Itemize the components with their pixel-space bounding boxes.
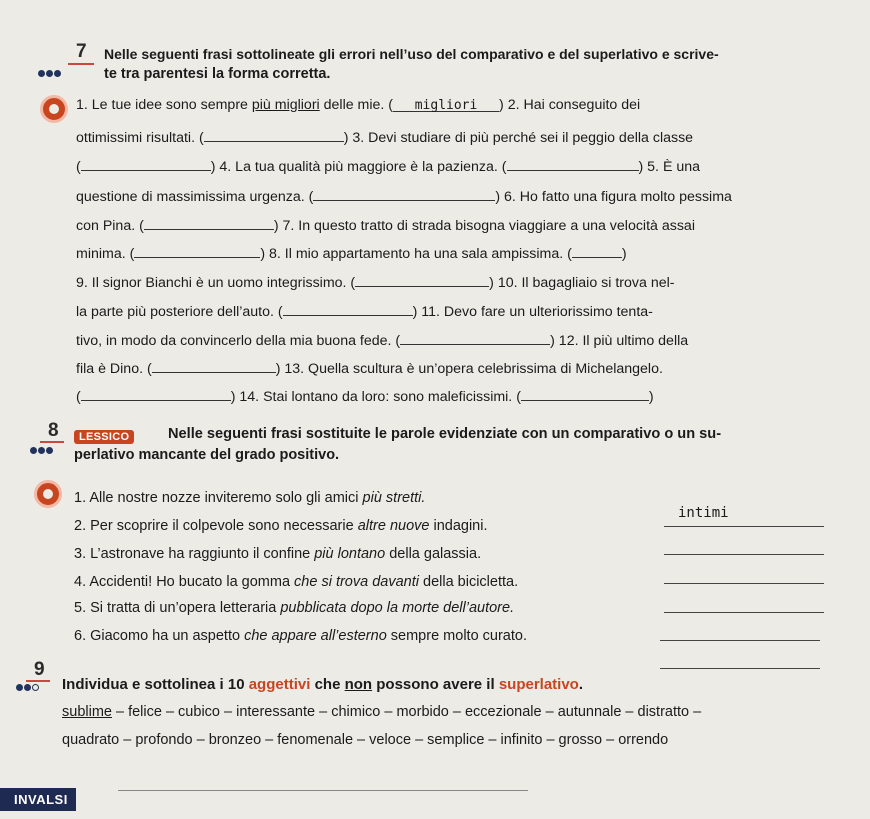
exercise-7-title-line1: Nelle seguenti frasi sottolineate gli errori nell’uso del comparativo e del superlativo e scrive- (104, 46, 719, 62)
exercise-number-underline (26, 680, 50, 682)
answer-blank-5[interactable] (313, 186, 495, 201)
difficulty-dots-icon (38, 70, 61, 77)
ex8-item-5: 5. Si tratta di un’opera letteraria pubblicata dopo la morte dell’autore. (74, 600, 515, 616)
ex8-answer-1[interactable]: intimi (678, 505, 729, 521)
lessico-badge: LESSICO (74, 427, 134, 445)
ex7-line-5: con Pina. ( ) 7. In questo tratto di strada bisogna viaggiare a una velocità assai (76, 215, 695, 234)
ex8-item-4: 4. Accidenti! Ho bucato la gomma che si trova davanti della bicicletta. (74, 574, 519, 590)
answer-blank-8[interactable] (572, 243, 622, 258)
exercise-7-title-line2: te tra parentesi la forma corretta. (104, 66, 331, 82)
answer-blank-2[interactable] (204, 127, 344, 142)
answer-blank-4[interactable] (507, 156, 639, 171)
answer-line-6[interactable] (660, 668, 820, 669)
exercise-8-title-line1: Nelle seguenti frasi sostituite le parole evidenziate con un comparativo o un su- (168, 426, 722, 442)
exercise-8-title-line2: perlativo mancante del grado positivo. (74, 447, 340, 463)
answer-blank-6[interactable] (144, 215, 274, 230)
divider (118, 790, 528, 791)
ex7-line-1: 1. Le tue idee sono sempre più migliori delle mie. ( migliori ) 2. Hai conseguito dei (76, 97, 641, 113)
answer-line-5[interactable] (660, 640, 820, 641)
ex9-words-line1: sublime – felice – cubico – interessante – chimico – morbido – eccezionale – autunnale – distratto – (62, 704, 702, 720)
answer-line-4[interactable] (664, 612, 824, 613)
exercise-9-title: Individua e sottolinea i 10 aggettivi che non possono avere il superlativo. (62, 676, 584, 693)
exercise-number-8: 8 (48, 420, 59, 441)
answer-blank-1[interactable]: migliori (393, 97, 499, 112)
ex7-line-2: ottimissimi risultati. ( ) 3. Devi studiare di più perché sei il peggio della classe (76, 127, 693, 146)
exercise-number-underline (40, 441, 64, 443)
answer-blank-3[interactable] (81, 156, 211, 171)
answer-line-2[interactable] (664, 554, 824, 555)
ex8-item-1: 1. Alle nostre nozze inviteremo solo gli amici più stretti. (74, 490, 426, 506)
underlined-word[interactable]: sublime (62, 704, 112, 720)
exercise-number-7: 7 (76, 41, 87, 62)
ex7-line-3: ( ) 4. La tua qualità più maggiore è la pazienza. ( ) 5. È una (76, 156, 700, 175)
ex7-line-7: 9. Il signor Bianchi è un uomo integrissimo. ( ) 10. Il bagagliaio si trova nel- (76, 272, 674, 291)
error-underlined: più migliori (251, 97, 320, 113)
answer-blank-10[interactable] (283, 301, 413, 316)
ex7-line-11: ( ) 14. Stai lontano da loro: sono maleficissimi. ( ) (76, 386, 654, 405)
ex7-line-4: questione di massimissima urgenza. ( ) 6. Ho fatto una figura molto pessima (76, 186, 732, 205)
answer-blank-13[interactable] (81, 386, 231, 401)
answer-blank-14[interactable] (521, 386, 649, 401)
ex9-words-line2: quadrato – profondo – bronzeo – fenomenale – veloce – semplice – infinito – grosso – orrendo (62, 732, 669, 748)
difficulty-dots-icon (30, 447, 53, 454)
answer-line-3[interactable] (664, 583, 824, 584)
ex8-item-3: 3. L’astronave ha raggiunto il confine più lontano della galassia. (74, 546, 482, 562)
answer-blank-11[interactable] (400, 330, 550, 345)
answer-blank-7[interactable] (134, 243, 260, 258)
exercise-number-underline (68, 63, 94, 65)
ex8-item-6: 6. Giacomo ha un aspetto che appare all’esterno sempre molto curato. (74, 628, 527, 644)
answer-blank-9[interactable] (355, 272, 489, 287)
answer-blank-12[interactable] (152, 358, 276, 373)
ex7-line-6: minima. ( ) 8. Il mio appartamento ha una sala ampissima. ( ) (76, 243, 627, 262)
ex8-item-2: 2. Per scoprire il colpevole sono necessarie altre nuove indagini. (74, 518, 488, 534)
exercise-number-9: 9 (34, 659, 45, 680)
gear-icon (40, 95, 68, 123)
invalsi-label: INVALSI (0, 788, 76, 811)
ex7-line-9: tivo, in modo da convincerlo della mia buona fede. ( ) 12. Il più ultimo della (76, 330, 688, 349)
ex7-line-8: la parte più posteriore dell’auto. ( ) 11. Devo fare un ulteriorissimo tenta- (76, 301, 653, 320)
difficulty-dots-icon (16, 684, 39, 691)
answer-line-1[interactable] (664, 526, 824, 527)
ex7-line-10: fila è Dino. ( ) 13. Quella scultura è un’opera celebrissima di Michelangelo. (76, 358, 663, 377)
gear-icon (34, 480, 62, 508)
